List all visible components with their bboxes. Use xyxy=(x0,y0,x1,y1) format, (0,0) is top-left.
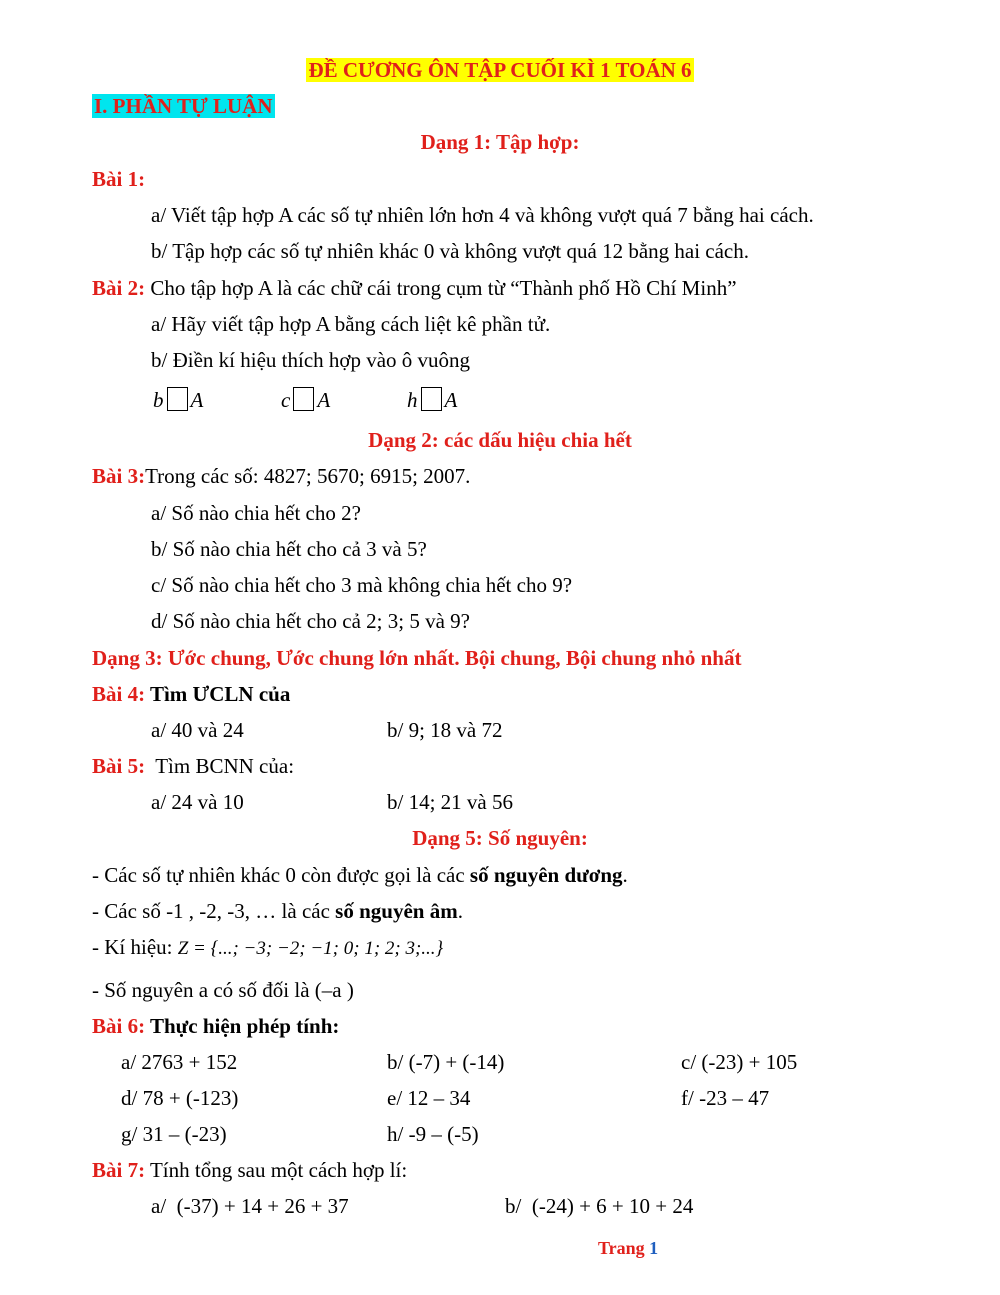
bai5-line xyxy=(92,753,294,779)
bai4-text: Tìm ƯCLN của xyxy=(145,682,291,706)
bai1-part-b: b/ Tập hợp các số tự nhiên khác 0 và không vượt quá 12 bằng hai cách. xyxy=(151,239,750,263)
bai3-line xyxy=(92,463,470,489)
dang5-heading: Dạng 5: Số nguyên: xyxy=(412,826,588,850)
page-number: 1 xyxy=(649,1238,659,1258)
bai6-item: a/ 2763 + 152 xyxy=(121,1050,238,1074)
bai3-part-d: d/ Số nào chia hết cho cả 2; 3; 5 và 9? xyxy=(151,609,470,633)
symbol-box-2 xyxy=(281,387,330,413)
page-footer xyxy=(598,1238,658,1259)
symbol-box-1 xyxy=(153,387,203,413)
note-bold: số nguyên âm xyxy=(335,899,458,923)
document-title-row xyxy=(0,57,1000,83)
bai3-part-b: b/ Số nào chia hết cho cả 3 và 5? xyxy=(151,537,427,561)
bai6-item: h/ -9 – (-5) xyxy=(387,1122,479,1146)
bai7-text: Tính tổng sau một cách hợp lí: xyxy=(145,1158,408,1182)
bai1-part-a: a/ Viết tập hợp A các số tự nhiên lớn hơn 4 và không vượt quá 7 bằng hai cách. xyxy=(151,203,814,227)
empty-box[interactable] xyxy=(421,387,442,411)
note-text: - Kí hiệu: xyxy=(92,935,178,959)
note-negative-integers xyxy=(92,898,463,924)
symbol-left: c xyxy=(281,388,291,412)
bai6-item: b/ (-7) + (-14) xyxy=(387,1050,505,1074)
section-heading-row xyxy=(92,93,275,119)
bai4-part-a: a/ 40 và 24 xyxy=(151,718,244,742)
note-opposite: - Số nguyên a có số đối là (–a ) xyxy=(92,978,354,1002)
bai5-label: Bài 5: xyxy=(92,754,146,778)
note-text: . xyxy=(457,899,463,923)
bai7-label: Bài 7: xyxy=(92,1158,146,1182)
symbol-right: A xyxy=(317,388,331,412)
bai6-item: g/ 31 – (-23) xyxy=(121,1122,227,1146)
integer-set-formula: Z = {...; −3; −2; −1; 0; 1; 2; 3;...} xyxy=(177,938,444,959)
bai7-part-b: b/ (-24) + 6 + 10 + 24 xyxy=(505,1194,694,1218)
bai6-label: Bài 6: xyxy=(92,1014,146,1038)
bai2-line xyxy=(92,275,737,301)
bai4-label: Bài 4: xyxy=(92,682,146,706)
dang3-heading: Dạng 3: Ước chung, Ước chung lớn nhất. Bội chung, Bội chung nhỏ nhất xyxy=(92,646,742,670)
bai5-text: Tìm BCNN của: xyxy=(145,754,295,778)
document-title: ĐỀ CƯƠNG ÔN TẬP CUỐI KÌ 1 TOÁN 6 xyxy=(308,58,692,82)
note-symbol xyxy=(92,934,443,962)
bai6-text: Thực hiện phép tính: xyxy=(145,1014,340,1038)
bai3-part-a: a/ Số nào chia hết cho 2? xyxy=(151,501,361,525)
bai6-item: e/ 12 – 34 xyxy=(387,1086,471,1110)
note-positive-integers xyxy=(92,862,628,888)
section-heading: I. PHẦN TỰ LUẬN xyxy=(94,94,273,118)
symbol-right: A xyxy=(190,388,204,412)
empty-box[interactable] xyxy=(167,387,188,411)
bai2-text: Cho tập hợp A là các chữ cái trong cụm từ “Thành phố Hồ Chí Minh” xyxy=(145,276,737,300)
footer-label: Trang xyxy=(598,1238,650,1258)
note-text: - Các số tự nhiên khác 0 còn được gọi là các xyxy=(92,863,470,887)
bai6-line xyxy=(92,1013,339,1039)
bai1-label: Bài 1: xyxy=(92,167,146,191)
bai2-part-a: a/ Hãy viết tập hợp A bằng cách liệt kê phần tử. xyxy=(151,312,551,336)
note-text: - Các số -1 , -2, -3, … là các xyxy=(92,899,336,923)
bai6-item: f/ -23 – 47 xyxy=(681,1086,770,1110)
symbol-right: A xyxy=(444,388,458,412)
dang1-heading: Dạng 1: Tập hợp: xyxy=(420,130,580,154)
bai5-part-b: b/ 14; 21 và 56 xyxy=(387,790,513,814)
bai2-label: Bài 2: xyxy=(92,276,146,300)
bai3-part-c: c/ Số nào chia hết cho 3 mà không chia hết cho 9? xyxy=(151,573,573,597)
bai5-part-a: a/ 24 và 10 xyxy=(151,790,244,814)
bai6-item: c/ (-23) + 105 xyxy=(681,1050,798,1074)
bai4-part-b: b/ 9; 18 và 72 xyxy=(387,718,503,742)
bai2-part-b: b/ Điền kí hiệu thích hợp vào ô vuông xyxy=(151,348,471,372)
symbol-box-3 xyxy=(407,387,457,413)
bai6-item: d/ 78 + (-123) xyxy=(121,1086,239,1110)
bai3-label: Bài 3: xyxy=(92,464,146,488)
empty-box[interactable] xyxy=(293,387,314,411)
bai7-line xyxy=(92,1157,407,1183)
note-text: . xyxy=(622,863,628,887)
dang2-heading: Dạng 2: các dấu hiệu chia hết xyxy=(368,428,632,452)
symbol-left: b xyxy=(153,388,164,412)
bai3-text: Trong các số: 4827; 5670; 6915; 2007. xyxy=(145,464,471,488)
bai4-line xyxy=(92,681,290,707)
note-bold: số nguyên dương xyxy=(469,863,623,887)
symbol-left: h xyxy=(407,388,418,412)
bai7-part-a: a/ (-37) + 14 + 26 + 37 xyxy=(151,1194,349,1218)
